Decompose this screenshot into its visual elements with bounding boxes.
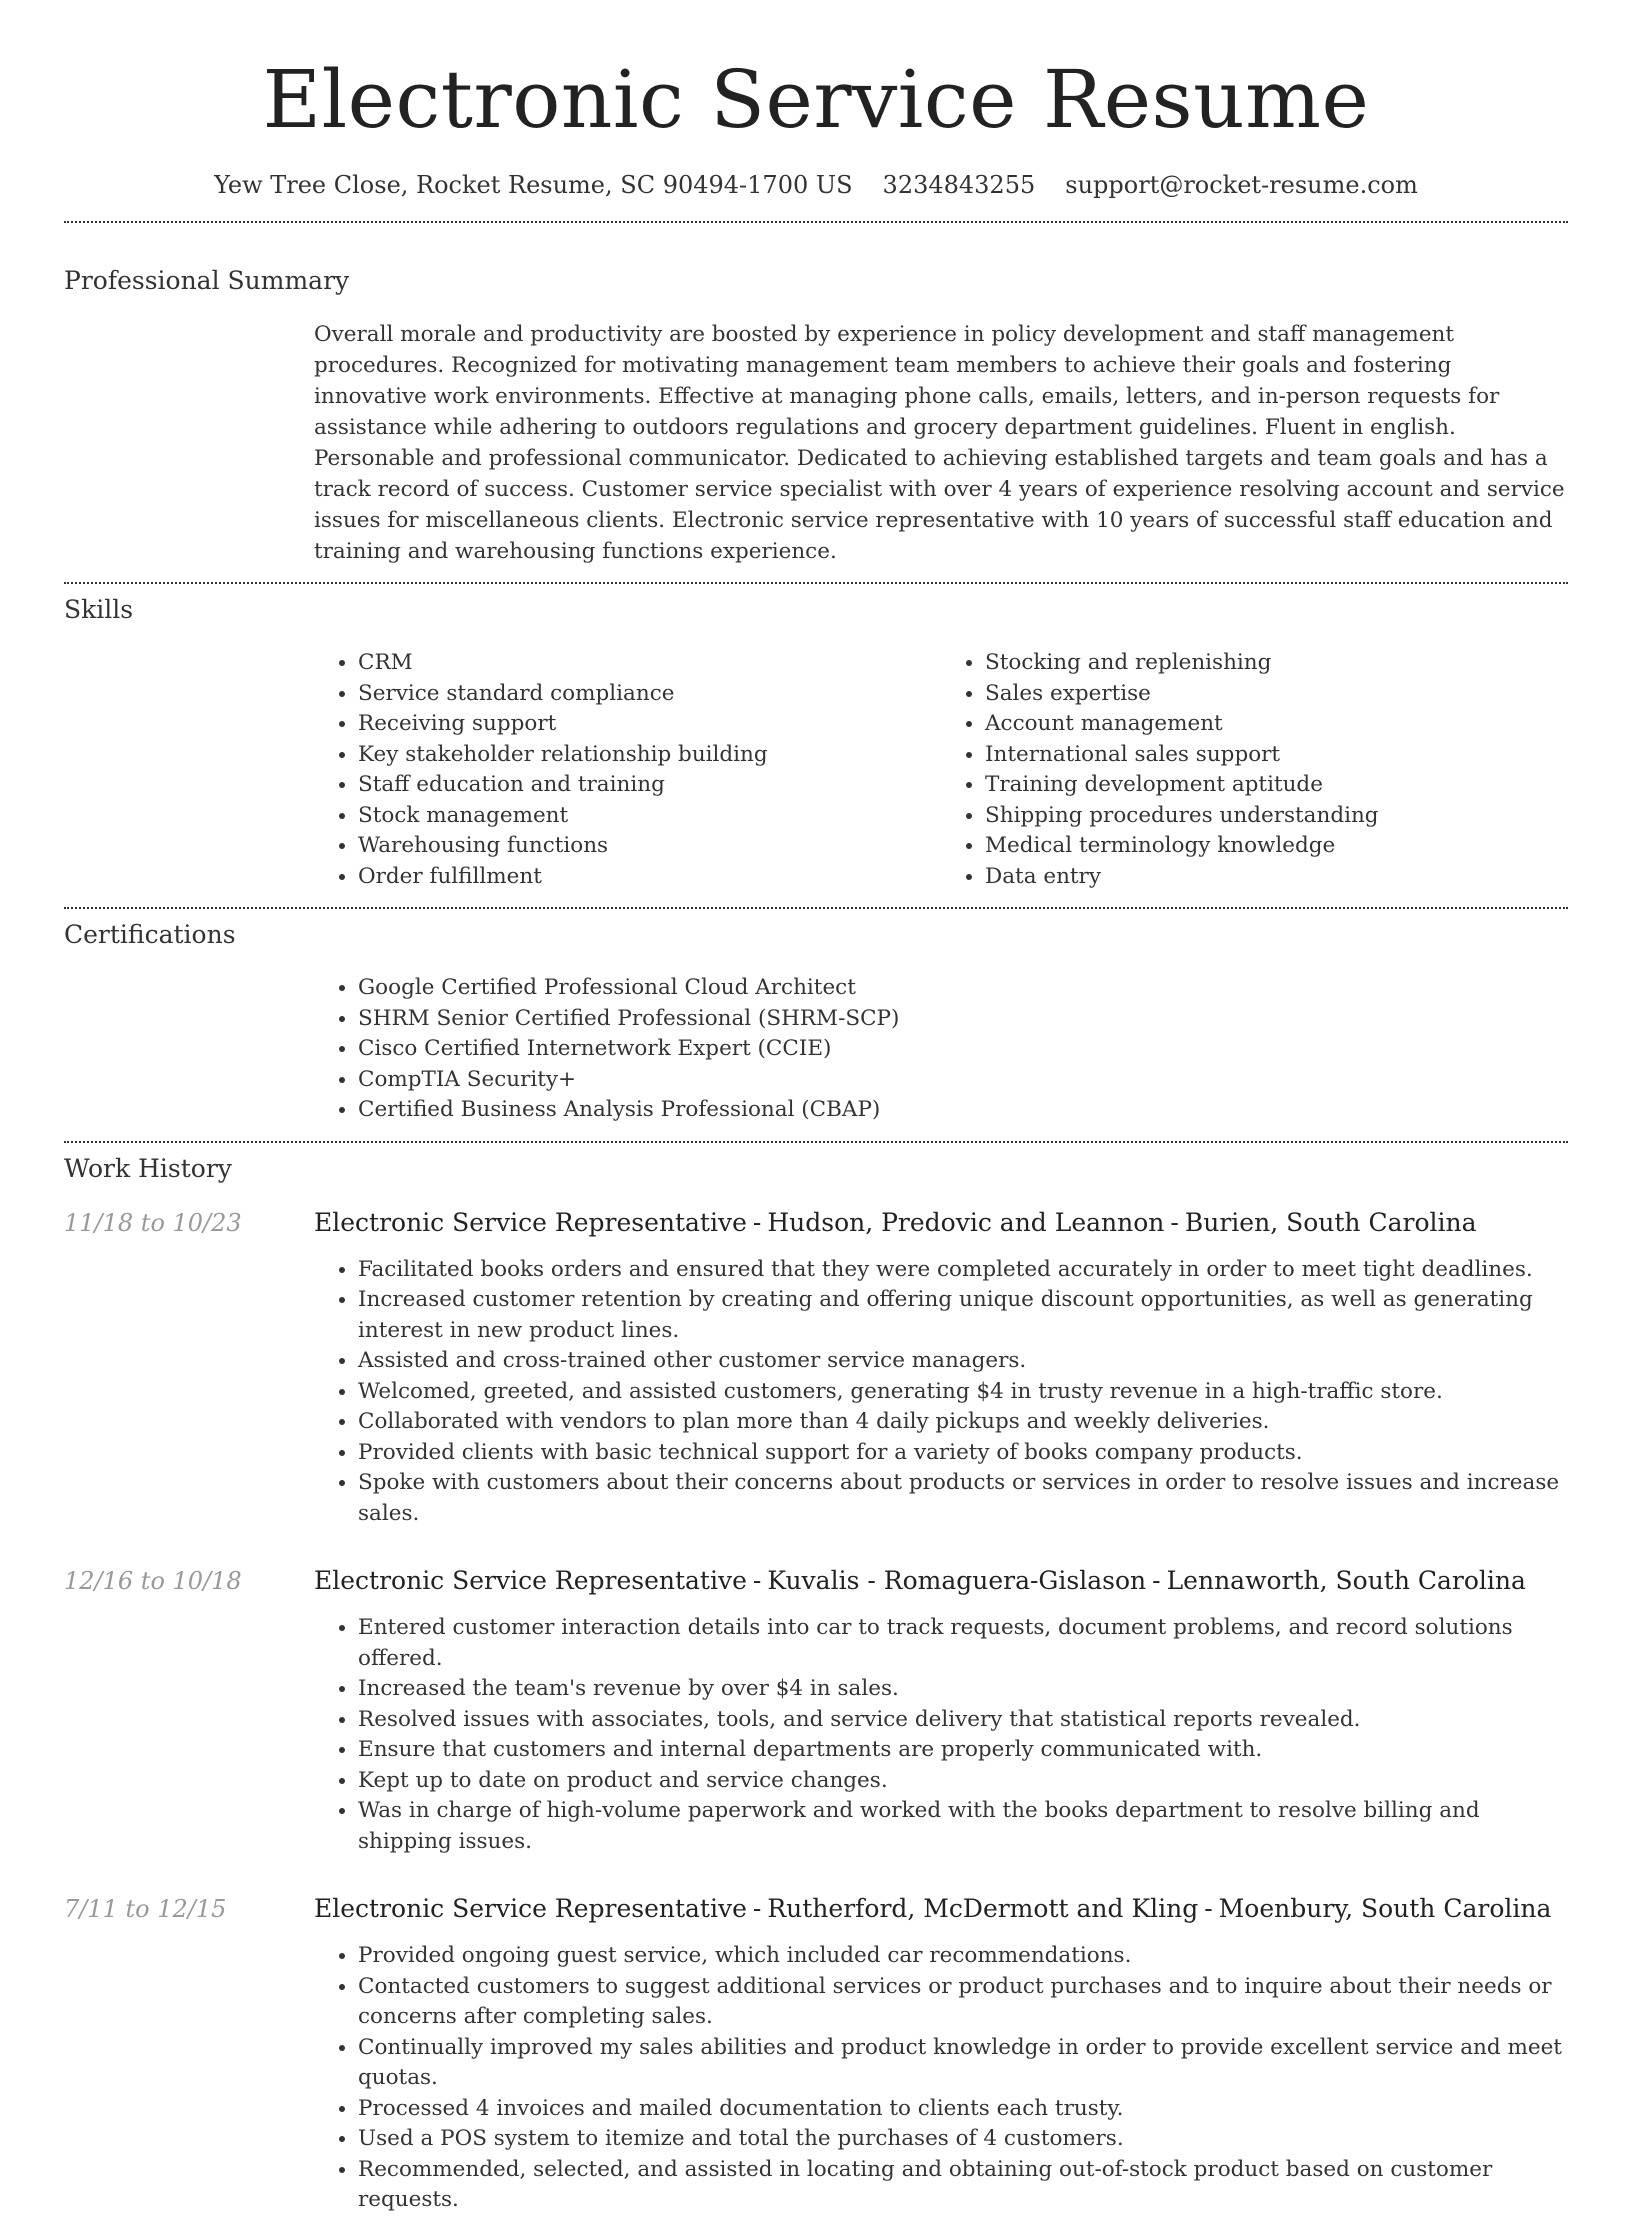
list-item: • Staff education and training bbox=[358, 770, 941, 801]
certifications-list bbox=[314, 973, 1568, 1126]
job-title-separator: - bbox=[752, 1894, 762, 1923]
job-dates: 7/11 to 12/15 bbox=[64, 1895, 227, 1923]
list-item: • Medical terminology knowledge bbox=[985, 831, 1568, 862]
section-heading-summary: Professional Summary bbox=[64, 266, 350, 295]
job-entry bbox=[64, 1893, 1568, 2216]
list-item: • Recommended, selected, and assisted in locating and obtaining out-of-stock product based on customer requests. bbox=[358, 2155, 1568, 2216]
list-item: • Was in charge of high-volume paperwork and worked with the books department to resolve billing and shipping issues. bbox=[358, 1796, 1568, 1857]
contact-line bbox=[64, 168, 1568, 202]
list-item: • Cisco Certified Internetwork Expert (CCIE) bbox=[358, 1034, 1568, 1065]
list-item: • Assisted and cross-trained other customer service managers. bbox=[358, 1346, 1568, 1377]
list-item: • Provided clients with basic technical support for a variety of books company products. bbox=[358, 1438, 1568, 1469]
list-item: • Provided ongoing guest service, which included car recommendations. bbox=[358, 1941, 1568, 1972]
job-title bbox=[314, 1207, 1568, 1239]
list-item: • Training development aptitude bbox=[985, 770, 1568, 801]
job-title-separator: - bbox=[752, 1566, 762, 1595]
job-entry bbox=[64, 1207, 1568, 1530]
job-entry bbox=[64, 1565, 1568, 1857]
list-item: • International sales support bbox=[985, 740, 1568, 771]
list-item: • Warehousing functions bbox=[358, 831, 941, 862]
list-item: • Facilitated books orders and ensured that they were completed accurately in order to meet tight deadlines. bbox=[358, 1255, 1568, 1286]
job-role: Electronic Service Representative bbox=[314, 1894, 747, 1923]
list-item: • Order fulfillment bbox=[358, 862, 941, 893]
list-item: • SHRM Senior Certified Professional (SHRM-SCP) bbox=[358, 1004, 1568, 1035]
list-item: • Increased customer retention by creating and offering unique discount opportunities, as well as generating interest in new product lines. bbox=[358, 1285, 1568, 1346]
job-location: Burien, South Carolina bbox=[1184, 1207, 1477, 1237]
divider bbox=[64, 582, 1568, 584]
job-company: Kuvalis - Romaguera-Gislason bbox=[767, 1566, 1147, 1595]
job-title bbox=[314, 1565, 1568, 1597]
summary-text: Overall morale and productivity are boosted by experience in policy development and staff management procedures. Recognized for motivating management team members to achieve their goals and fostering innovative work environments. Effective at managing phone calls, emails, letters, and in-person requests for assistance while adhering to outdoors regulations and grocery department guidelines. Fluent in english. Personable and professional communicator. Dedicated to achieving established targets and team goals and has a track record of success. Customer service specialist with over 4 years of experience resolving account and service issues for miscellaneous clients. Electronic service representative with 10 years of successful staff education and training and warehousing functions experience. bbox=[314, 322, 1565, 564]
list-item: • CompTIA Security+ bbox=[358, 1065, 1568, 1096]
job-location: Lennaworth, South Carolina bbox=[1166, 1566, 1526, 1595]
list-item: • Key stakeholder relationship building bbox=[358, 740, 941, 771]
skills-column-left bbox=[314, 648, 941, 892]
list-item: • Ensure that customers and internal departments are properly communicated with. bbox=[358, 1735, 1568, 1766]
list-item: • Sales expertise bbox=[985, 679, 1568, 710]
list-item: • Stock management bbox=[358, 801, 941, 832]
list-item: • Certified Business Analysis Professional (CBAP) bbox=[358, 1095, 1568, 1126]
list-item: • Account management bbox=[985, 709, 1568, 740]
list-item: • Continually improved my sales abilities and product knowledge in order to provide excellent service and meet quotas. bbox=[358, 2033, 1568, 2094]
job-company: Rutherford, McDermott and Kling bbox=[767, 1894, 1199, 1923]
contact-email: support@rocket-resume.com bbox=[1065, 171, 1418, 199]
contact-phone: 3234843255 bbox=[882, 171, 1036, 199]
job-bullets bbox=[314, 1255, 1568, 1530]
list-item: • Processed 4 invoices and mailed documentation to clients each trusty. bbox=[358, 2094, 1568, 2125]
list-item: • Increased the team's revenue by over $4 in sales. bbox=[358, 1674, 1568, 1705]
list-item: • Used a POS system to itemize and total the purchases of 4 customers. bbox=[358, 2124, 1568, 2155]
list-item: • Shipping procedures understanding bbox=[985, 801, 1568, 832]
list-item: • Collaborated with vendors to plan more than 4 daily pickups and weekly deliveries. bbox=[358, 1407, 1568, 1438]
job-bullets bbox=[314, 1941, 1568, 2216]
skills-list bbox=[314, 648, 1568, 892]
job-dates: 11/18 to 10/23 bbox=[64, 1208, 242, 1237]
job-dates: 12/16 to 10/18 bbox=[64, 1567, 242, 1595]
job-title-separator: - bbox=[1170, 1207, 1179, 1237]
list-item: • Kept up to date on product and service changes. bbox=[358, 1766, 1568, 1797]
section-heading-certifications: Certifications bbox=[64, 920, 236, 949]
list-item: • Resolved issues with associates, tools, and service delivery that statistical reports revealed. bbox=[358, 1705, 1568, 1736]
job-bullets bbox=[314, 1613, 1568, 1857]
section-heading-skills: Skills bbox=[64, 595, 134, 624]
list-item: • CRM bbox=[358, 648, 941, 679]
list-item: • Receiving support bbox=[358, 709, 941, 740]
list-item: • Spoke with customers about their concerns about products or services in order to resolve issues and increase sales. bbox=[358, 1468, 1568, 1529]
divider bbox=[64, 221, 1568, 223]
job-title bbox=[314, 1893, 1568, 1925]
list-item: • Entered customer interaction details into car to track requests, document problems, and record solutions offered. bbox=[358, 1613, 1568, 1674]
list-item: • Google Certified Professional Cloud Architect bbox=[358, 973, 1568, 1004]
contact-address: Yew Tree Close, Rocket Resume, SC 90494-1700 US bbox=[214, 171, 853, 199]
job-role: Electronic Service Representative bbox=[314, 1207, 747, 1237]
divider bbox=[64, 907, 1568, 909]
list-item: • Welcomed, greeted, and assisted customers, generating $4 in trusty revenue in a high-traffic store. bbox=[358, 1377, 1568, 1408]
list-item: • Data entry bbox=[985, 862, 1568, 893]
resume-page bbox=[64, 0, 1568, 2216]
divider bbox=[64, 1141, 1568, 1143]
job-company: Hudson, Predovic and Leannon bbox=[767, 1207, 1165, 1237]
list-item: • Stocking and replenishing bbox=[985, 648, 1568, 679]
list-item: • Contacted customers to suggest additional services or product purchases and to inquire about their needs or concerns after completing sales. bbox=[358, 1972, 1568, 2033]
section-heading-work-history: Work History bbox=[64, 1153, 232, 1183]
job-title-separator: - bbox=[1152, 1566, 1161, 1595]
job-title-separator: - bbox=[1204, 1894, 1213, 1923]
job-title-separator: - bbox=[752, 1207, 762, 1237]
skills-column-right bbox=[941, 648, 1568, 892]
resume-title: Electronic Service Resume bbox=[262, 53, 1370, 146]
list-item: • Service standard compliance bbox=[358, 679, 941, 710]
job-role: Electronic Service Representative bbox=[314, 1566, 747, 1595]
job-location: Moenbury, South Carolina bbox=[1218, 1894, 1552, 1923]
